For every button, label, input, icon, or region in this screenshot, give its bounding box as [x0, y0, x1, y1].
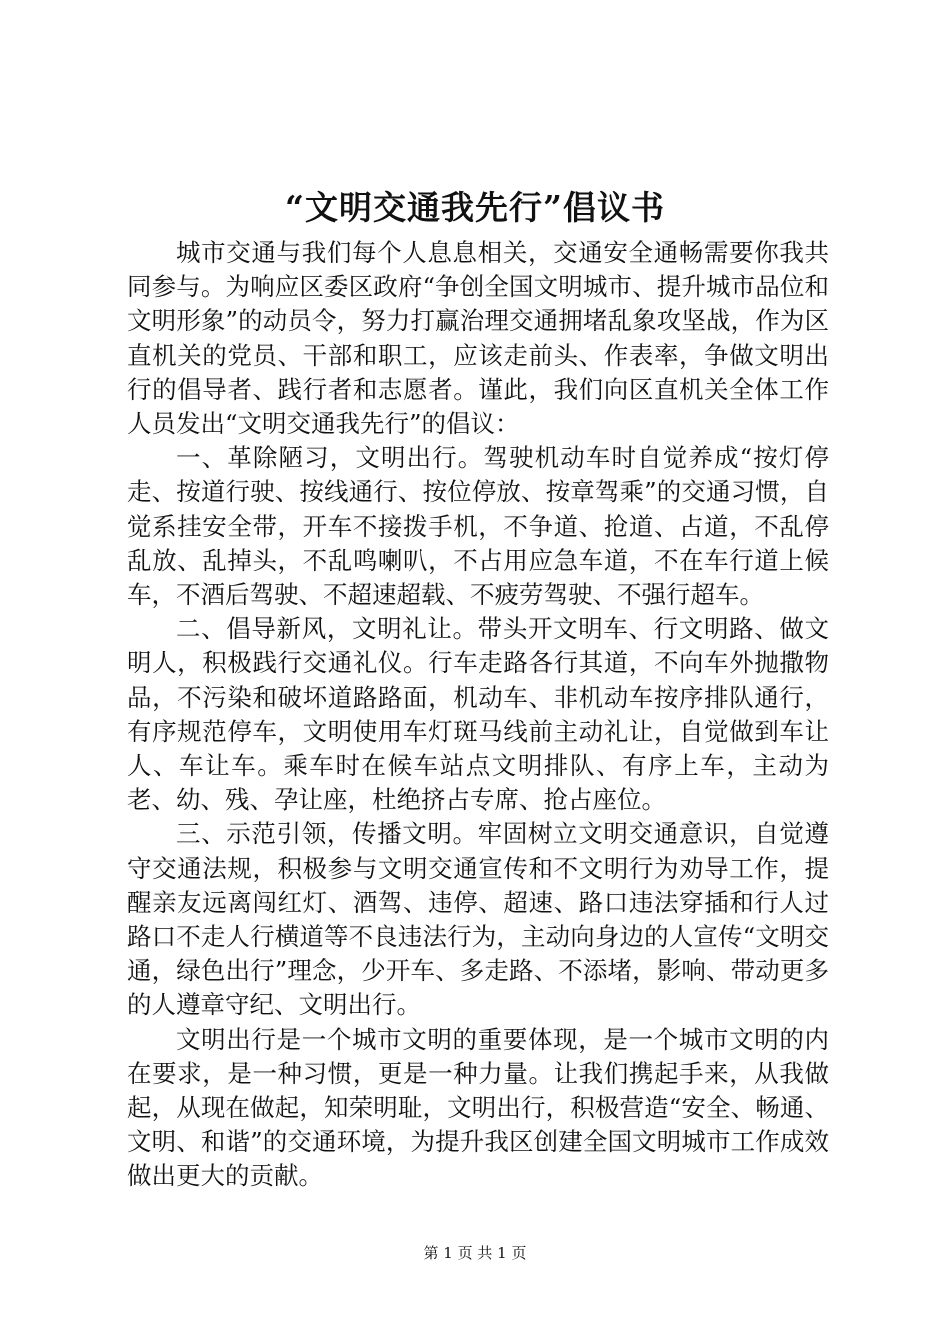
paragraph-item-3: 三、示范引领，传播文明。牢固树立文明交通意识，自觉遵守交通法规，积极参与文明交通宣传和不文明行为劝导工作，提醒亲友远离闯红灯、酒驾、违停、超速、路口违法穿插和行人过路口不走人行横道等不良违法行为，主动向身边的人宣传“文明交通，绿色出行”理念，少开车、多走路、不添堵，影响、带动更多的人遵章守纪、文明出行。: [127, 819, 829, 1020]
document-title: “文明交通我先行”倡议书: [285, 188, 665, 227]
paragraph-item-2: 二、倡导新风，文明礼让。带头开文明车、行文明路、做文明人，积极践行交通礼仪。行车走路各行其道，不向车外抛撒物品，不污染和破坏道路路面，机动车、非机动车按序排队通行，有序规范停车，文明使用车灯斑马线前主动礼让，自觉做到车让人、车让车。乘车时在候车站点文明排队、有序上车，主动为老、幼、残、孕让座，杜绝挤占专席、抢占座位。: [127, 614, 829, 815]
document-body: [127, 236, 829, 1194]
page-number-footer: 第 1 页 共 1 页: [423, 1244, 527, 1262]
paragraph-intro: 城市交通与我们每个人息息相关，交通安全通畅需要你我共同参与。为响应区委区政府“争创全国文明城市、提升城市品位和文明形象”的动员令，努力打赢治理交通拥堵乱象攻坚战，作为区直机关的党员、干部和职工，应该走前头、作表率，争做文明出行的倡导者、践行者和志愿者。谨此，我们向区直机关全体工作人员发出“文明交通我先行”的倡议：: [127, 238, 829, 439]
paragraph-conclusion: 文明出行是一个城市文明的重要体现，是一个城市文明的内在要求，是一种习惯，更是一种力量。让我们携起手来，从我做起，从现在做起，知荣明耻，文明出行，积极营造“安全、畅通、文明、和谐”的交通环境，为提升我区创建全国文明城市工作成效做出更大的贡献。: [127, 1024, 829, 1191]
paragraph-item-1: 一、革除陋习，文明出行。驾驶机动车时自觉养成“按灯停走、按道行驶、按线通行、按位停放、按章驾乘”的交通习惯，自觉系挂安全带，开车不接拨手机，不争道、抢道、占道，不乱停乱放、乱掉头，不乱鸣喇叭，不占用应急车道，不在车行道上候车，不酒后驾驶、不超速超载、不疲劳驾驶、不强行超车。: [127, 443, 829, 610]
